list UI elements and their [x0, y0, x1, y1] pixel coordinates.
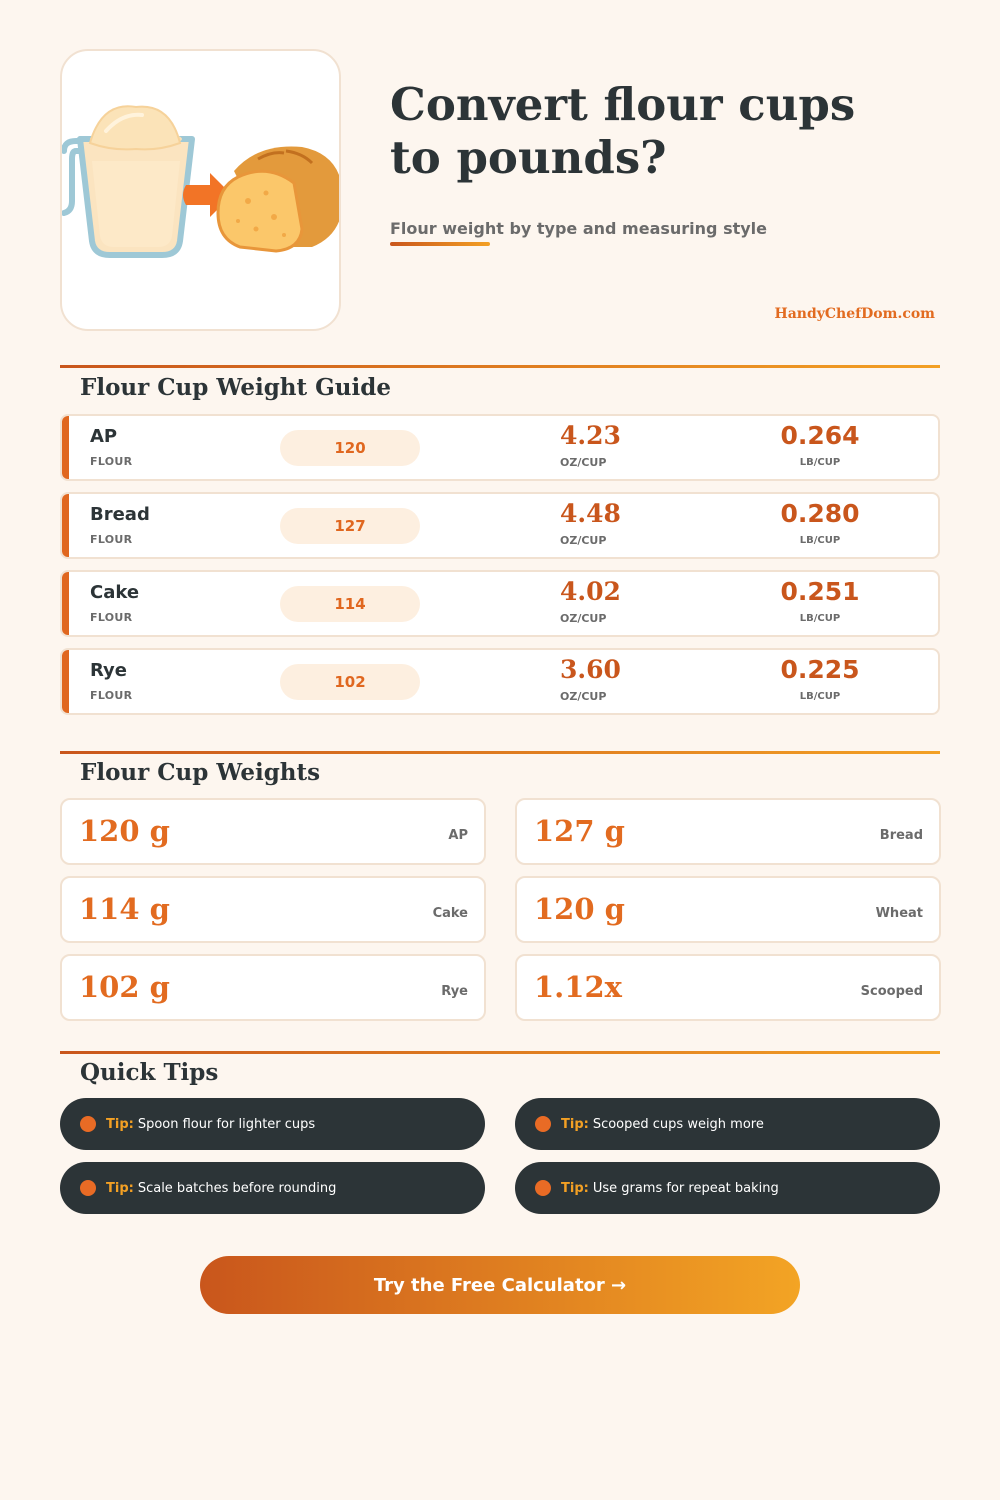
oz-value: 3.60 [560, 655, 621, 684]
tip-pill [515, 1098, 940, 1150]
calculator-cta-button[interactable]: Try the Free Calculator → [200, 1256, 800, 1314]
row-accent-bar [62, 494, 69, 557]
weight-card-scooped [515, 954, 941, 1021]
subtitle-underline [390, 242, 490, 246]
tips-section-title: Quick Tips [80, 1059, 219, 1086]
weight-value: 114 g [79, 892, 170, 926]
grams-pill: 102 [280, 664, 420, 700]
brand-link[interactable]: HandyChefDom.com [774, 306, 935, 322]
tip-text: Spoon flour for lighter cups [137, 1116, 316, 1132]
page-title-line-2: to pounds? [390, 131, 667, 184]
weight-value: 102 g [79, 970, 170, 1004]
weight-label: Cake [432, 906, 468, 921]
flour-sub-label: FLOUR [90, 611, 133, 624]
weight-card-cake [60, 876, 486, 943]
tip-pill [60, 1098, 485, 1150]
section-divider [60, 751, 940, 754]
oz-value: 4.02 [560, 577, 621, 606]
lb-value: 0.264 [780, 421, 860, 450]
guide-row-bread [60, 492, 940, 559]
weight-card-bread [515, 798, 941, 865]
weight-card-wheat [515, 876, 941, 943]
tip-text: Use grams for repeat baking [592, 1180, 779, 1196]
measuring-cup-icon [64, 106, 192, 255]
grams-pill: 120 [280, 430, 420, 466]
weight-label: AP [448, 828, 468, 843]
grams-pill: 114 [280, 586, 420, 622]
bread-loaf-icon [218, 147, 341, 252]
guide-row-ap [60, 414, 940, 481]
tip-text: Scooped cups weigh more [592, 1116, 764, 1132]
flour-sub-label: FLOUR [90, 689, 133, 702]
lb-unit-label: LB/CUP [799, 535, 841, 546]
section-divider [60, 365, 940, 368]
tip-label: Tip: [561, 1180, 589, 1196]
weight-card-ap [60, 798, 486, 865]
flour-name: Cake [90, 582, 140, 603]
guide-row-cake [60, 570, 940, 637]
page-subtitle: Flour weight by type and measuring style [390, 219, 768, 238]
tip-label: Tip: [106, 1116, 134, 1132]
lb-unit-label: LB/CUP [799, 457, 841, 468]
tip-label: Tip: [561, 1116, 589, 1132]
lb-unit-label: LB/CUP [799, 691, 841, 702]
flour-sub-label: FLOUR [90, 455, 133, 468]
oz-unit-label: OZ/CUP [560, 690, 607, 703]
oz-unit-label: OZ/CUP [560, 456, 607, 469]
tip-pill [60, 1162, 485, 1214]
weights-section-title: Flour Cup Weights [80, 759, 321, 786]
row-accent-bar [62, 416, 69, 479]
oz-value: 4.23 [560, 421, 621, 450]
tip-text: Scale batches before rounding [137, 1180, 337, 1196]
grams-pill: 127 [280, 508, 420, 544]
lb-value: 0.225 [780, 655, 860, 684]
section-divider [60, 1051, 940, 1054]
tip-pill [515, 1162, 940, 1214]
oz-unit-label: OZ/CUP [560, 534, 607, 547]
page-title-line-1: Convert flour cups [390, 78, 856, 131]
flour-name: Rye [90, 660, 127, 681]
weight-label: Rye [441, 984, 468, 999]
flour-cup-to-bread-illustration [62, 51, 341, 331]
flour-name: Bread [90, 504, 150, 525]
lb-value: 0.251 [780, 577, 860, 606]
oz-value: 4.48 [560, 499, 621, 528]
weight-value: 120 g [534, 892, 625, 926]
flour-name: AP [90, 426, 118, 447]
row-accent-bar [62, 572, 69, 635]
weight-card-rye [60, 954, 486, 1021]
tip-bullet-icon [535, 1180, 551, 1196]
oz-unit-label: OZ/CUP [560, 612, 607, 625]
tip-bullet-icon [80, 1180, 96, 1196]
tip-bullet-icon [80, 1116, 96, 1132]
guide-section-title: Flour Cup Weight Guide [80, 374, 391, 401]
weight-value: 127 g [534, 814, 625, 848]
hero-image-card [60, 49, 341, 331]
weight-value: 120 g [79, 814, 170, 848]
tip-label: Tip: [106, 1180, 134, 1196]
page-title [390, 78, 950, 184]
weight-label: Scooped [860, 984, 923, 999]
weight-label: Bread [879, 828, 923, 843]
weight-label: Wheat [875, 906, 923, 921]
guide-row-rye [60, 648, 940, 715]
tip-bullet-icon [535, 1116, 551, 1132]
lb-value: 0.280 [780, 499, 860, 528]
lb-unit-label: LB/CUP [799, 613, 841, 624]
weight-value: 1.12x [534, 970, 622, 1004]
flour-sub-label: FLOUR [90, 533, 133, 546]
row-accent-bar [62, 650, 69, 713]
